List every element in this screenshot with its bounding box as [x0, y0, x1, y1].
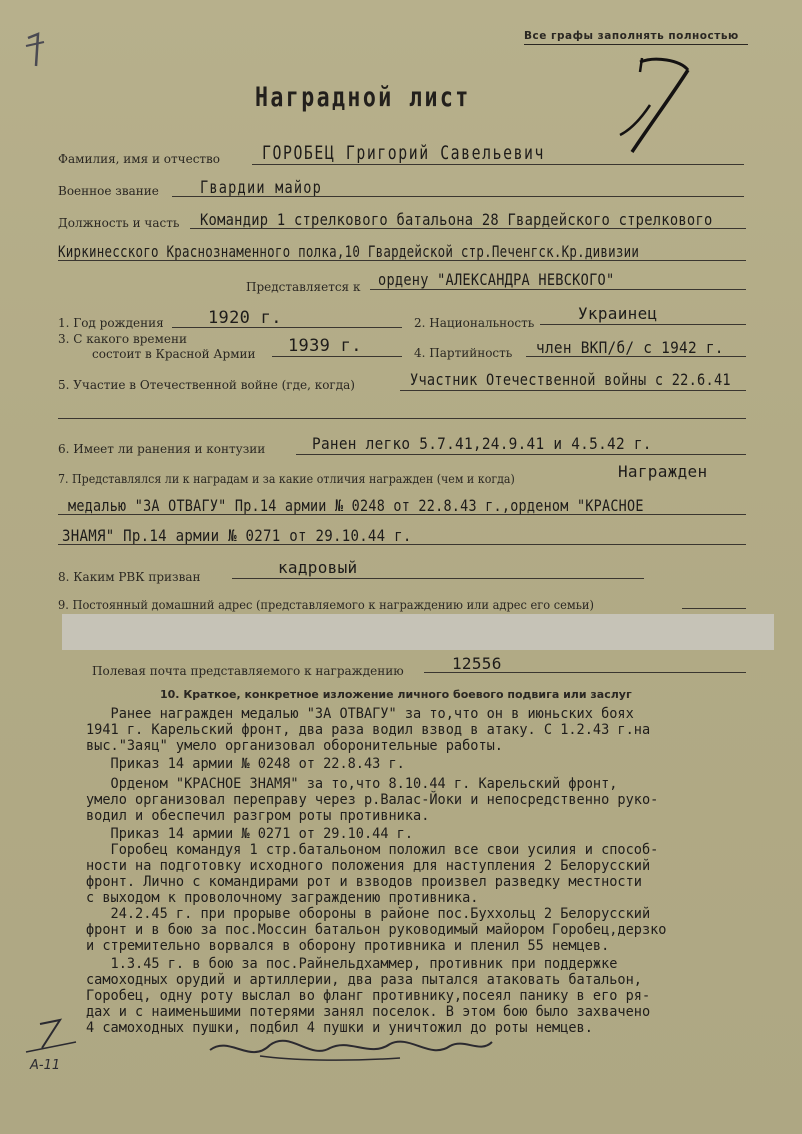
- awards-underline-1: [58, 514, 746, 515]
- awards-underline-2: [58, 544, 746, 545]
- position-value-1: Командир 1 стрелкового батальона 28 Гвардейского стрелкового: [200, 210, 713, 229]
- name-underline: [252, 164, 744, 165]
- army-since-label-2: состоит в Красной Армии: [92, 347, 256, 361]
- story-line: Орденом "КРАСНОЕ ЗНАМЯ" за то,что 8.10.44 г. Карельский фронт,: [86, 776, 618, 792]
- redacted-address: [62, 614, 774, 650]
- party-label: 4. Партийность: [414, 346, 513, 360]
- fieldpost-label: Полевая почта представляемого к награждению: [92, 664, 404, 678]
- party-underline: [526, 356, 746, 357]
- party-value: член ВКП/б/ с 1942 г.: [536, 338, 724, 357]
- section-10-heading: 10. Краткое, конкретное изложение личного боевого подвига или заслуг: [160, 688, 632, 701]
- position-value-2: Киркинесского Краснознаменного полка,10 Гвардейской стр.Печенгск.Кр.дивизии: [58, 242, 640, 261]
- nationality-value: Украинец: [578, 304, 658, 323]
- address-underline-1: [682, 608, 746, 609]
- story-line: самоходных орудий и артиллерии, два раза пытался атаковать батальон,: [86, 972, 642, 988]
- awards-value-2: медалью "ЗА ОТВАГУ" Пр.14 армии № 0248 от 22.8.43 г.,орденом "КРАСНОЕ: [68, 496, 644, 515]
- nationality-underline: [540, 324, 746, 325]
- story-line: 1941 г. Карельский фронт, два раза водил взвод в атаку. С 1.2.43 г.на: [86, 722, 651, 738]
- position-underline-1: [190, 228, 746, 229]
- story-line: Приказ 14 армии № 0271 от 29.10.44 г.: [86, 826, 414, 842]
- rvk-label: 8. Каким РВК призван: [58, 570, 201, 584]
- story-line: 4 самоходных пушки, подбил 4 пушки и уничтожил до роты немцев.: [86, 1020, 593, 1036]
- nominated-underline: [370, 289, 746, 290]
- nominated-label: Представляется к: [246, 280, 361, 294]
- fieldpost-value: 12556: [452, 654, 502, 673]
- header-note: Все графы заполнять полностью: [524, 30, 739, 42]
- war-underline-1: [400, 390, 746, 391]
- story-line: выс."Заяц" умело организовал оборонительные работы.: [86, 738, 503, 754]
- story-line: и стремительно ворвался в оборону противника и пленил 55 немцев.: [86, 938, 610, 954]
- rank-label: Военное звание: [58, 184, 159, 198]
- war-value: Участник Отечественной войны с 22.6.41: [410, 370, 731, 389]
- rvk-value: кадровый: [278, 558, 358, 577]
- story-line: Ранее награжден медалью "ЗА ОТВАГУ" за то,что он в июньских боях: [86, 706, 634, 722]
- story-line: умело организовал переправу через р.Валас-Йоки и непосредственно руко-: [86, 792, 659, 808]
- nationality-label: 2. Национальность: [414, 316, 535, 330]
- address-label: 9. Постоянный домашний адрес (представляемого к награждению или адрес его семьи): [58, 598, 594, 612]
- story-line: 24.2.45 г. при прорыве обороны в районе пос.Буххольц 2 Белорусский: [86, 906, 651, 922]
- handwritten-number-7: [610, 50, 700, 160]
- wounds-underline: [296, 454, 746, 455]
- awards-label: 7. Представлялся ли к наградам и за какие отличия награжден (чем и когда): [58, 472, 515, 486]
- story-line: водил и обеспечил разгром роты противника.: [86, 808, 430, 824]
- nominated-value: ордену "АЛЕКСАНДРА НЕВСКОГО": [378, 270, 615, 289]
- position-underline-2: [58, 260, 746, 261]
- army-since-label-1: 3. С какого времени: [58, 332, 187, 346]
- story-line: Горобец, одну роту выслал во фланг противнику,посеял панику в его ря-: [86, 988, 651, 1004]
- rank-underline: [172, 196, 744, 197]
- story-line: Горобец командуя 1 стр.батальоном положил все свои усилия и способ-: [86, 842, 659, 858]
- page-title: Наградной лист: [255, 82, 471, 113]
- war-label: 5. Участие в Отечественной войне (где, когда): [58, 378, 355, 392]
- war-underline-2: [58, 418, 746, 419]
- story-line: дах и с наименьшими потерями занял поселок. В этом бою было захвачено: [86, 1004, 651, 1020]
- story-line: ности на подготовку исходного положения для наступления 2 Белорусский: [86, 858, 651, 874]
- army-since-underline: [272, 356, 402, 357]
- awards-value-3: ЗНАМЯ" Пр.14 армии № 0271 от 29.10.44 г.: [62, 526, 412, 545]
- fieldpost-underline: [424, 672, 746, 673]
- pencil-mark-top-left: [22, 30, 52, 70]
- name-label: Фамилия, имя и отчество: [58, 152, 221, 166]
- birth-year-underline: [172, 327, 402, 328]
- wounds-label: 6. Имеет ли ранения и контузии: [58, 442, 266, 456]
- rank-value: Гвардии майор: [200, 178, 323, 198]
- awards-value-1: Награжден: [618, 462, 708, 481]
- story-line: фронт и в бою за пос.Моссин батальон руководимый майором Горобец,дерзко: [86, 922, 667, 938]
- margin-note: А-11: [30, 1058, 61, 1073]
- story-line: фронт. Лично с командирами рот и взводов произвел разведку местности: [86, 874, 642, 890]
- army-since-value: 1939 г.: [288, 336, 362, 356]
- story-line: Приказ 14 армии № 0248 от 22.8.43 г.: [86, 756, 405, 772]
- name-value: ГОРОБЕЦ Григорий Савельевич: [262, 142, 546, 164]
- wounds-value: Ранен легко 5.7.41,24.9.41 и 4.5.42 г.: [312, 434, 652, 453]
- birth-year-value: 1920 г.: [208, 308, 282, 328]
- rvk-underline: [232, 578, 644, 579]
- birth-year-label: 1. Год рождения: [58, 316, 164, 330]
- story-line: 1.3.45 г. в бою за пос.Райнельдхаммер, противник при поддержке: [86, 956, 618, 972]
- signature-scribble: [200, 1030, 500, 1070]
- header-underline: [524, 44, 748, 45]
- story-line: с выходом к проволочному заграждению противника.: [86, 890, 479, 906]
- position-label: Должность и часть: [58, 216, 180, 230]
